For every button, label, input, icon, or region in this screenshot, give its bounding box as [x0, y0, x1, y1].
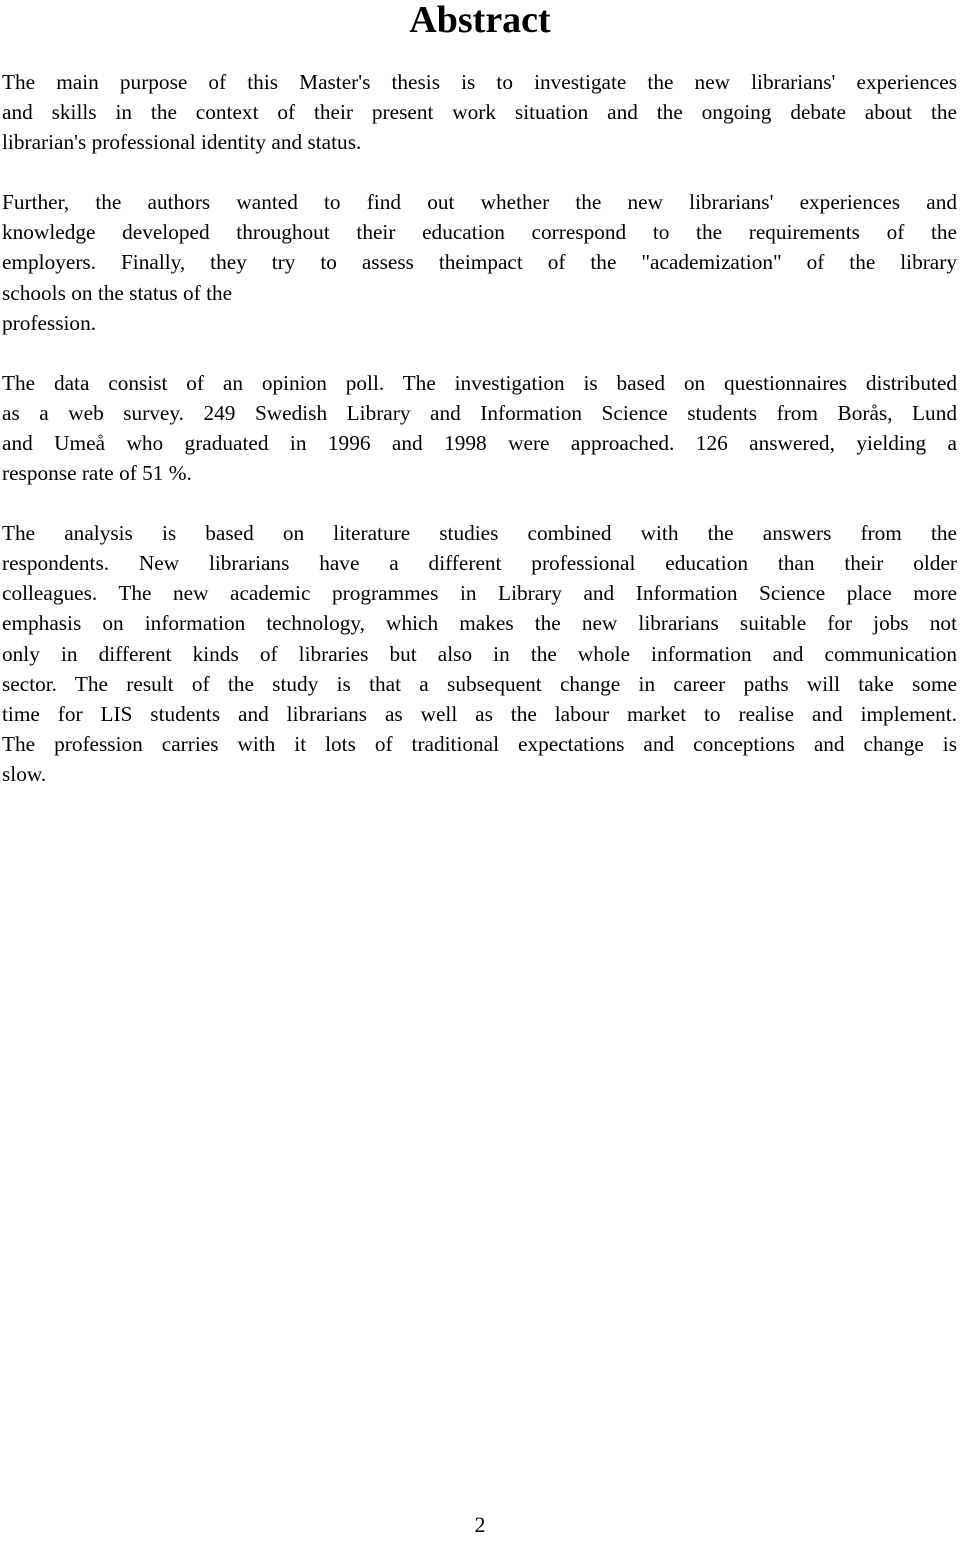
paragraph-line: The profession carries with it lots of traditional expectations and conceptions and change is	[2, 731, 957, 756]
paragraph-line: as a web survey. 249 Swedish Library and Information Science students from Borås, Lund	[2, 400, 957, 425]
page-number: 2	[474, 1512, 486, 1537]
paragraph-line: knowledge developed throughout their education correspond to the requirements of the	[2, 220, 957, 245]
paragraph-line: librarian's professional identity and status.	[2, 130, 362, 155]
paragraph-line: and skills in the context of their present work situation and the ongoing debate about the	[2, 100, 957, 125]
paragraph-line: profession.	[2, 310, 97, 335]
paragraph-line: emphasis on information technology, which makes the new librarians suitable for jobs not	[2, 611, 957, 636]
paragraph-line: colleagues. The new academic programmes in Library and Information Science place more	[2, 581, 957, 606]
paragraph-line: response rate of 51 %.	[2, 461, 192, 486]
paragraph-data	[2, 368, 957, 488]
abstract-heading: Abstract	[409, 0, 551, 41]
paragraph-line: only in different kinds of libraries but also in the whole information and communication	[2, 641, 957, 666]
paragraph-line: employers. Finally, they try to assess theimpact of the "academization" of the library	[2, 250, 957, 275]
paragraph-line: schools on the status of the	[2, 280, 233, 305]
paragraph-line: slow.	[2, 761, 47, 786]
paragraph-analysis	[2, 518, 957, 789]
paragraph-purpose	[2, 67, 957, 157]
paragraph-line: sector. The result of the study is that a subsequent change in career paths will take some	[2, 671, 957, 696]
paragraph-line: and Umeå who graduated in 1996 and 1998 were approached. 126 answered, yielding a	[2, 430, 957, 455]
paragraph-line: The data consist of an opinion poll. The investigation is based on questionnaires distributed	[2, 370, 957, 395]
abstract-body	[2, 67, 957, 819]
paragraph-line: Further, the authors wanted to find out whether the new librarians' experiences and	[2, 190, 957, 215]
paragraph-line: respondents. New librarians have a different professional education than their older	[2, 551, 957, 576]
paragraph-line: The main purpose of this Master's thesis is to investigate the new librarians' experiences	[2, 70, 957, 94]
paragraph-line: The analysis is based on literature studies combined with the answers from the	[2, 521, 957, 546]
paragraph-line: time for LIS students and librarians as well as the labour market to realise and implement.	[2, 701, 957, 726]
paragraph-aims	[2, 187, 957, 337]
